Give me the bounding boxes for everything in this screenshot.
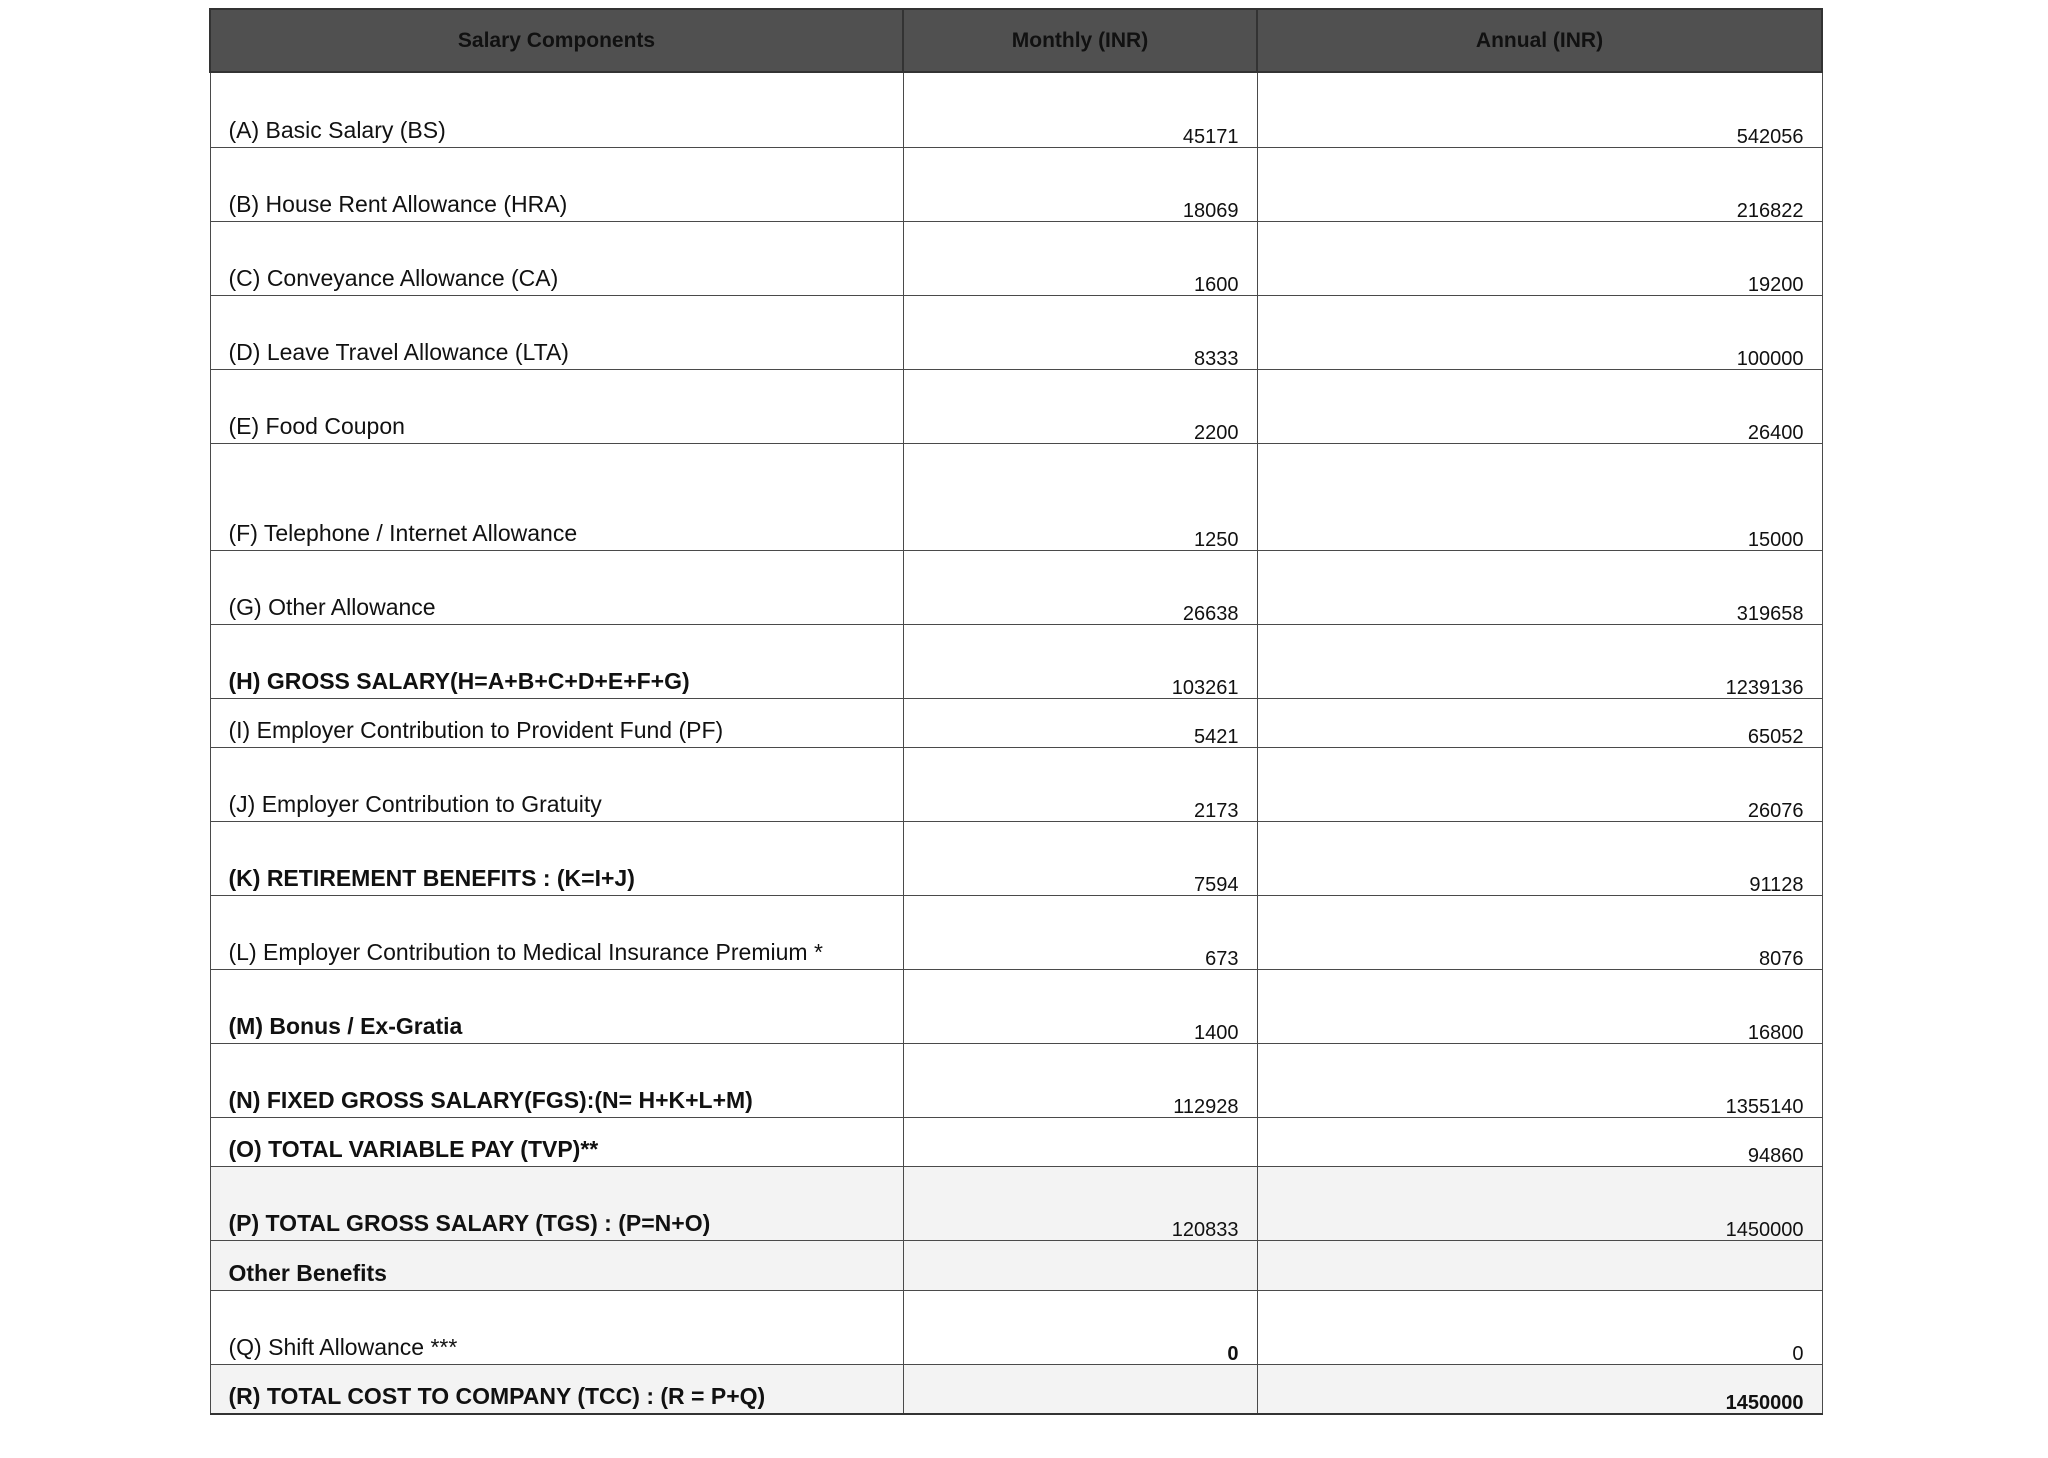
row-label: (O) TOTAL VARIABLE PAY (TVP)** — [210, 1117, 903, 1166]
row-label: (E) Food Coupon — [210, 369, 903, 443]
annual-value: 91128 — [1257, 821, 1822, 895]
monthly-value — [903, 1117, 1257, 1166]
monthly-value: 26638 — [903, 550, 1257, 624]
annual-value: 1450000 — [1257, 1364, 1822, 1414]
table-row — [210, 821, 1822, 895]
row-label: (B) House Rent Allowance (HRA) — [210, 147, 903, 221]
monthly-value: 1400 — [903, 969, 1257, 1043]
annual-value: 216822 — [1257, 147, 1822, 221]
row-label: (I) Employer Contribution to Provident Fund (PF) — [210, 698, 903, 747]
table-row — [210, 147, 1822, 221]
monthly-value: 1600 — [903, 221, 1257, 295]
table-row — [210, 698, 1822, 747]
row-label: (K) RETIREMENT BENEFITS : (K=I+J) — [210, 821, 903, 895]
row-label: (R) TOTAL COST TO COMPANY (TCC) : (R = P+Q) — [210, 1364, 903, 1414]
annual-value: 65052 — [1257, 698, 1822, 747]
header-salary-components: Salary Components — [210, 9, 903, 72]
table-row — [210, 550, 1822, 624]
row-label: (N) FIXED GROSS SALARY(FGS):(N= H+K+L+M) — [210, 1043, 903, 1117]
row-label: (C) Conveyance Allowance (CA) — [210, 221, 903, 295]
row-label: (P) TOTAL GROSS SALARY (TGS) : (P=N+O) — [210, 1166, 903, 1240]
annual-value: 1239136 — [1257, 624, 1822, 698]
row-label: (L) Employer Contribution to Medical Insurance Premium * — [210, 895, 903, 969]
row-label: (G) Other Allowance — [210, 550, 903, 624]
table-row — [210, 1240, 1822, 1290]
monthly-value: 1250 — [903, 443, 1257, 550]
annual-value: 26400 — [1257, 369, 1822, 443]
annual-value: 19200 — [1257, 221, 1822, 295]
monthly-value: 2173 — [903, 747, 1257, 821]
row-label: (J) Employer Contribution to Gratuity — [210, 747, 903, 821]
monthly-value: 112928 — [903, 1043, 1257, 1117]
row-label: (F) Telephone / Internet Allowance — [210, 443, 903, 550]
annual-value: 100000 — [1257, 295, 1822, 369]
table-row — [210, 443, 1822, 550]
monthly-value: 2200 — [903, 369, 1257, 443]
table-row — [210, 1043, 1822, 1117]
annual-value: 1355140 — [1257, 1043, 1822, 1117]
monthly-value: 103261 — [903, 624, 1257, 698]
table-row — [210, 369, 1822, 443]
annual-value: 8076 — [1257, 895, 1822, 969]
table-row — [210, 1290, 1822, 1364]
table-row — [210, 1364, 1822, 1414]
monthly-value: 7594 — [903, 821, 1257, 895]
salary-table-container — [209, 8, 1821, 1415]
row-label: Other Benefits — [210, 1240, 903, 1290]
annual-value: 16800 — [1257, 969, 1822, 1043]
header-annual: Annual (INR) — [1257, 9, 1822, 72]
table-row — [210, 1166, 1822, 1240]
annual-value: 319658 — [1257, 550, 1822, 624]
annual-value: 26076 — [1257, 747, 1822, 821]
row-label: (A) Basic Salary (BS) — [210, 72, 903, 147]
monthly-value: 5421 — [903, 698, 1257, 747]
table-header-row — [210, 9, 1822, 72]
header-monthly: Monthly (INR) — [903, 9, 1257, 72]
annual-value: 94860 — [1257, 1117, 1822, 1166]
table-row — [210, 969, 1822, 1043]
row-label: (M) Bonus / Ex-Gratia — [210, 969, 903, 1043]
annual-value — [1257, 1240, 1822, 1290]
monthly-value: 0 — [903, 1290, 1257, 1364]
table-row — [210, 624, 1822, 698]
monthly-value: 673 — [903, 895, 1257, 969]
table-row — [210, 747, 1822, 821]
table-row — [210, 895, 1822, 969]
salary-components-table — [209, 8, 1823, 1415]
row-label: (D) Leave Travel Allowance (LTA) — [210, 295, 903, 369]
monthly-value: 120833 — [903, 1166, 1257, 1240]
row-label: (H) GROSS SALARY(H=A+B+C+D+E+F+G) — [210, 624, 903, 698]
table-row — [210, 1117, 1822, 1166]
row-label: (Q) Shift Allowance *** — [210, 1290, 903, 1364]
table-row — [210, 221, 1822, 295]
monthly-value — [903, 1364, 1257, 1414]
annual-value: 0 — [1257, 1290, 1822, 1364]
monthly-value: 8333 — [903, 295, 1257, 369]
table-row — [210, 72, 1822, 147]
table-row — [210, 295, 1822, 369]
annual-value: 1450000 — [1257, 1166, 1822, 1240]
monthly-value: 18069 — [903, 147, 1257, 221]
monthly-value: 45171 — [903, 72, 1257, 147]
annual-value: 542056 — [1257, 72, 1822, 147]
annual-value: 15000 — [1257, 443, 1822, 550]
monthly-value — [903, 1240, 1257, 1290]
